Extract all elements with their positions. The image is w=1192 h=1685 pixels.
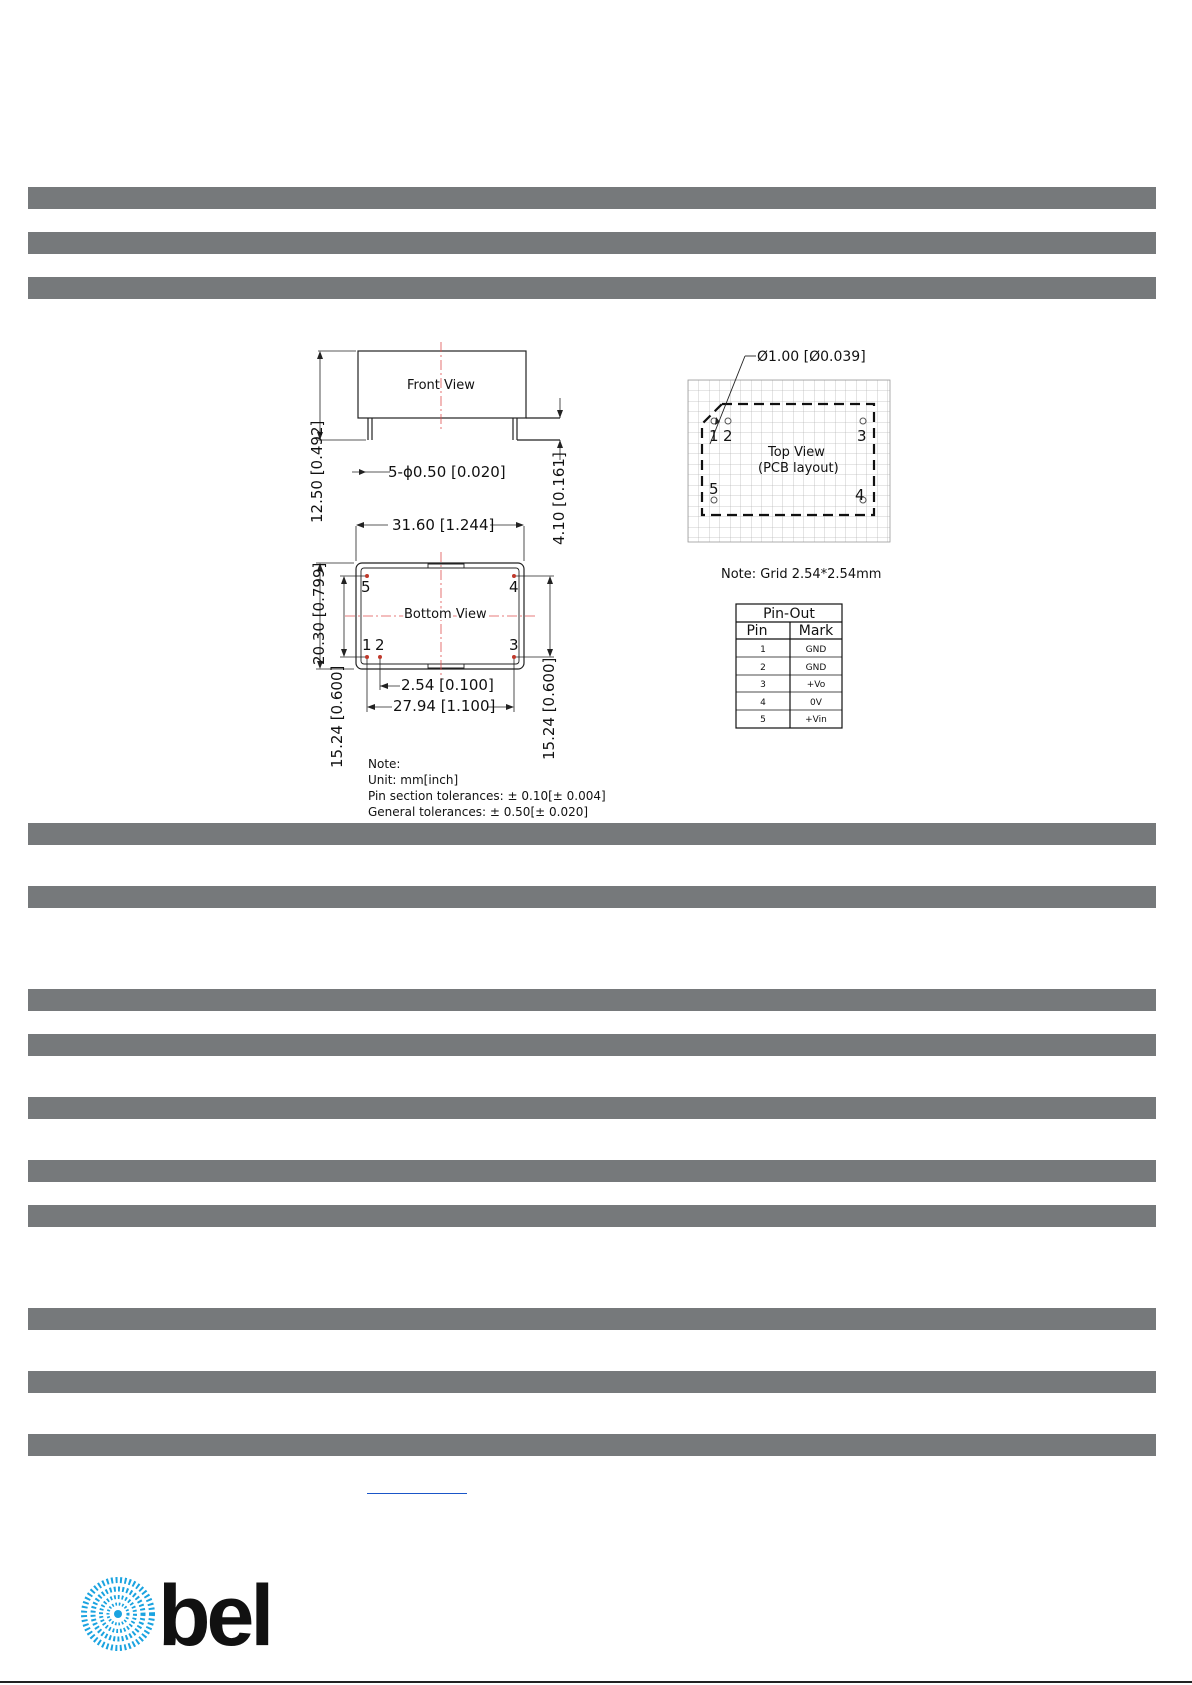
pinout-cell-mark: GND [805,663,827,673]
top-view-sublabel: (PCB layout) [758,461,839,476]
pinout-cell-mark: +Vo [806,680,826,690]
front-view-label: Front View [407,378,475,393]
top-pin-label: 5 [709,480,719,498]
pin-dot [378,655,382,659]
top-pin-label: 2 [723,427,733,445]
note-title: Note: [368,757,401,771]
bottom-pin-label: 1 [362,636,372,654]
pinout-cell-pin: 1 [760,645,766,655]
pinout-cell-pin: 3 [760,680,766,690]
pinout-title: Pin-Out [763,606,815,622]
dim-pitch: 2.54 [0.100] [401,676,494,694]
dim-hole: Ø1.00 [Ø0.039] [757,349,866,365]
pinout-cell-pin: 5 [760,715,766,725]
hyperlink-underline[interactable] [367,1493,467,1494]
note-general-tolerance: General tolerances: ± 0.50[± 0.020] [368,805,589,819]
dim-pin-length: 4.10 [0.161] [550,452,568,545]
bel-logo-mark [84,1580,152,1648]
pinout-cell-pin: 4 [760,698,766,708]
grid-note: Note: Grid 2.54*2.54mm [721,567,882,582]
pinout-header-mark: Mark [798,623,834,639]
pin-dot [512,655,516,659]
dim-length: 31.60 [1.244] [392,516,495,534]
dim-span: 27.94 [1.100] [393,697,496,715]
dim-width: 20.30 [0.799] [310,562,328,665]
dim-left-1524: 15.24 [0.600] [328,665,346,768]
pinout-header-pin: Pin [746,623,768,639]
pinout-cell-pin: 2 [760,663,766,673]
pinout-cell-mark: +Vin [805,715,827,725]
bottom-view-label: Bottom View [404,607,487,622]
page-bottom-rule [0,1681,1192,1683]
pin-dot [365,655,369,659]
bottom-pin-label: 3 [509,636,519,654]
bottom-pin-label: 5 [361,578,371,596]
note-pin-tolerance: Pin section tolerances: ± 0.10[± 0.004] [368,789,606,803]
dim-right-1524: 15.24 [0.600] [540,657,558,760]
pinout-cell-mark: GND [805,645,827,655]
bel-logo [84,1568,270,1664]
top-view-label: Top View [768,445,825,460]
pcb-hole [860,418,866,424]
dim-pin-diameter: 5-ϕ0.50 [0.020] [388,463,506,481]
top-pin-label: 3 [857,427,867,445]
top-pin-label: 4 [855,486,865,504]
pinout-cell-mark: 0V [810,698,822,708]
front-view [317,351,563,475]
dim-height: 12.50 [0.492] [308,420,326,523]
bottom-pin-label: 4 [509,578,519,596]
pcb-hole [725,418,731,424]
bel-logo-wordmark: bel [158,1568,271,1664]
top-pin-label: 1 [709,427,719,445]
note-unit: Unit: mm[inch] [368,773,459,787]
bottom-pin-label: 2 [375,636,385,654]
